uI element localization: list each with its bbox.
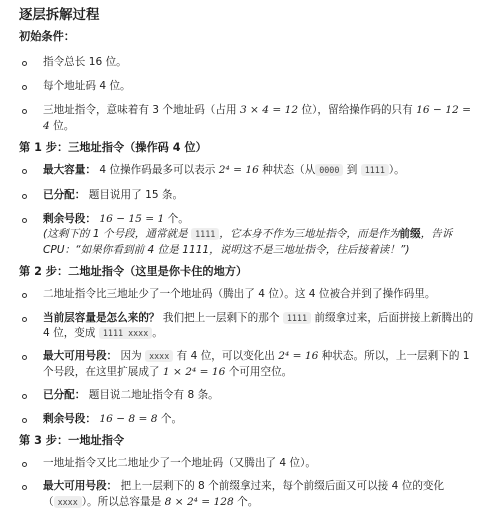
inline-code: xxxx (145, 350, 173, 362)
inline-code: 1111 xxxx (99, 327, 152, 339)
page-title: 逐层拆解过程 (19, 8, 100, 23)
math-formula: 8 × 2⁴ = 128 (164, 495, 234, 508)
item-text: 把上一层剩下的 8 个前缀拿过来，每个前缀后面又可以接 4 位的变化（ (43, 480, 445, 508)
item-label: 当前层容量是怎么来的？ (43, 311, 160, 324)
math-formula: 2⁴ = 16 (218, 164, 259, 177)
section-heading-step-1: 第 1 步：三地址指令（操作码 4 位） (19, 141, 207, 155)
item-text: 个。 (167, 213, 189, 226)
item-label: 剩余号段： (43, 412, 96, 425)
list-item (19, 388, 475, 403)
inline-code: 1111 (361, 164, 389, 176)
note-text: ，告诉 CPU：“如果你看到前 4 位是 1111，说明这不是三地址指令，往后接着读！”) (43, 228, 453, 256)
inline-code: 1111 (191, 228, 219, 240)
item-text: 每个地址码 4 位。 (43, 80, 131, 93)
math-formula: 3 × 4 = 12 (239, 104, 299, 117)
item-label: 剩余号段： (43, 213, 96, 226)
item-text: 题目说用了 15 条。 (88, 188, 184, 201)
emphasis-prefix: 前缀 (399, 228, 421, 241)
item-text: 三地址指令，意味着有 3 个地址码（占用 (43, 104, 237, 117)
section-heading-step-3: 第 3 步：一地址指令 (19, 433, 125, 447)
math-formula: 2⁴ = 16 (278, 350, 319, 363)
item-text: ）。 (388, 164, 405, 177)
section-step-1 (19, 140, 475, 258)
step-1-list (19, 163, 475, 258)
math-formula: 1 × 2⁴ = 16 (162, 365, 226, 378)
item-text: 前缀拿过来，后面拼接上新腾出的 4 位，变成 (43, 311, 474, 340)
list-item (19, 103, 475, 134)
item-text: 4 位操作码最多可以表示 (99, 164, 216, 177)
section-heading-step-2: 第 2 步：二地址指令（这里是你卡住的地方） (19, 265, 248, 279)
item-label: 最大可用号段： (43, 350, 118, 363)
item-text: 一地址指令又比二地址少了一个地址码（又腾出了 4 位）。 (43, 457, 317, 470)
item-text: 位），留给操作码的只有 (301, 104, 413, 117)
item-label: 最大容量： (43, 164, 96, 177)
list-item (19, 79, 475, 94)
list-item (19, 287, 475, 302)
step-3-list (19, 456, 475, 510)
item-text: 二地址指令比三地址少了一个地址码（腾出了 4 位）。这 4 位被合并到了操作码里。 (43, 288, 436, 301)
section-step-3 (19, 433, 475, 510)
item-text: 种状态。所以，上一层剩下的 1 个号段，在这里扩展成了 (43, 350, 470, 378)
list-item (19, 188, 475, 203)
item-text: 位。 (53, 119, 75, 132)
section-initial-conditions (19, 29, 475, 134)
inline-code: xxxx (54, 496, 82, 508)
list-item (19, 163, 475, 178)
note-text: (这剩下的 1 个号段，通常就是 (43, 228, 188, 241)
item-text: 因为 (120, 350, 142, 363)
item-text: 。 (152, 327, 163, 340)
item-text: 指令总长 16 位。 (43, 55, 127, 68)
math-formula: 16 − 8 = 8 (99, 412, 158, 425)
item-text: 个可用空位。 (228, 365, 293, 378)
math-formula: 16 − 15 = 1 (99, 213, 165, 226)
item-text: 题目说二地址指令有 8 条。 (88, 389, 219, 402)
initial-list (19, 55, 475, 134)
list-item (19, 55, 475, 70)
item-text: 我们把上一层剩下的那个 (162, 311, 280, 324)
list-item (19, 349, 475, 380)
math-formula: 16 − 12 = 4 (43, 104, 471, 132)
note-text: ，它本身不作为三地址指令，而是作为 (219, 228, 400, 241)
item-text: 有 4 位，可以变化出 (176, 350, 275, 363)
step-2-list (19, 287, 475, 427)
section-heading-initial: 初始条件： (19, 30, 75, 44)
inline-code: 0000 (315, 164, 343, 176)
list-item (19, 212, 475, 258)
section-step-2 (19, 264, 475, 427)
inline-code: 1111 (283, 312, 311, 324)
list-item (19, 479, 475, 510)
item-text: 到 (346, 164, 358, 177)
list-item (19, 412, 475, 427)
list-item (19, 456, 475, 471)
item-text: 个。 (237, 495, 259, 508)
item-label: 已分配： (43, 188, 86, 201)
item-label: 最大可用号段： (43, 480, 118, 493)
list-item (19, 311, 475, 342)
item-text: 个。 (160, 412, 183, 425)
item-text: ）。所以总容量是 (81, 495, 162, 508)
item-text: 种状态（从 (262, 164, 316, 177)
item-label: 已分配： (43, 389, 86, 402)
